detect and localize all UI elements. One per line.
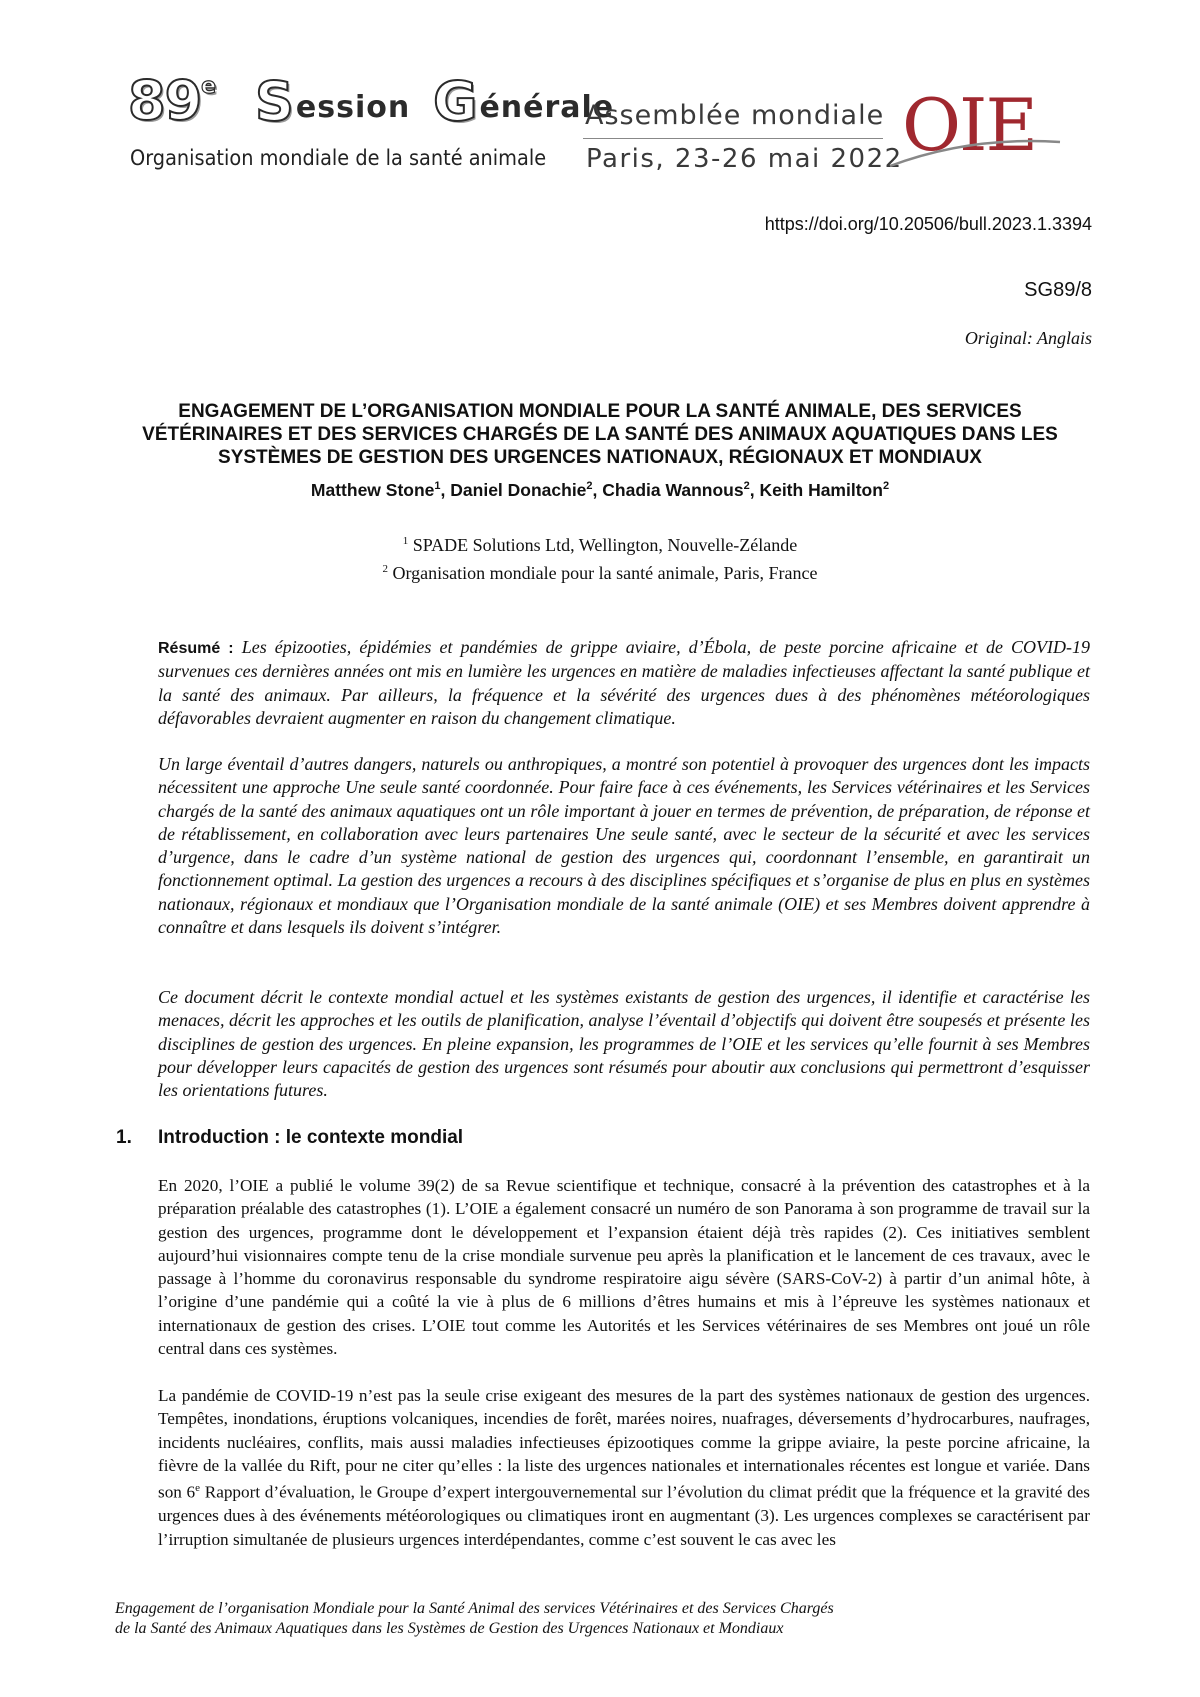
body-text: Rapport d’évaluation, le Groupe d’expert intergouvernemental sur l’évolution du climat prédit que la fréquence et la gravité des urgences dues à des événements météorologiques ou climatiques iront en augmentant (3). Les urgences complexes se caractérisent par l’irruption simultanée de plusieurs urgences interdépendantes, comme c’est souvent le cas avec les xyxy=(158,1482,1090,1549)
generale-word: énérale xyxy=(479,90,615,125)
footer-line: de la Santé des Animaux Aquatiques dans les Systèmes de Gestion des Urgences Nationaux et Mondiaux xyxy=(115,1620,784,1637)
body-paragraph xyxy=(158,1384,1090,1551)
footer-line: Engagement de l’organisation Mondiale pour la Santé Animal des services Vétérinaires et des Services Chargés xyxy=(115,1600,834,1617)
affiliation-text: Organisation mondiale pour la santé animale, Paris, France xyxy=(392,563,818,583)
session-number-value: 89 xyxy=(128,69,202,132)
abstract-paragraph: Ce document décrit le contexte mondial actuel et les systèmes existants de gestion des urgences, il identifie et caractérise les menaces, décrit les approches et les outils de planification, analyse l’éventail d’objectifs qui doivent être soupesés et présente les disciplines de gestion des urgences. En pleine expansion, les programmes de l’OIE et les services qu’elle fournit à ses Membres pour développer leurs capacités de gestion des urgences sont résumés pour aboutir aux conclusions qui permettront d’esquisser les orientations futures. xyxy=(158,987,1090,1101)
header-divider xyxy=(583,138,883,139)
affiliation-mark: 1 xyxy=(402,535,409,547)
author-name: Matthew Stone xyxy=(310,480,435,500)
body-text: La pandémie de COVID-19 n’est pas la seule crise exigeant des mesures de la part des systèmes nationaux de gestion des urgences. Tempêtes, inondations, éruptions volcaniques, incendies de forêt, marées noires, nuafrages, déversements d’hydrocarbures, naufrages, incidents nucléaires, conflits, mais aussi maladies infectieuses épizootiques comme la grippe aviaire, la peste porcine africaine, la fièvre de la vallée du Rift, pour ne citer qu’elles : la liste des urgences nationales et internationales récentes est longue et variée. Dans son 6 xyxy=(158,1386,1090,1502)
oie-logo-swoosh-icon xyxy=(880,83,1070,178)
session-number xyxy=(128,69,216,132)
author-affiliation-mark: 2 xyxy=(882,480,890,493)
organisation-name: Organisation mondiale de la santé animale xyxy=(130,146,547,170)
abstract-paragraph: Un large éventail d’autres dangers, naturels ou anthropiques, a montré son potentiel à provoquer des urgences dont les impacts nécessitent une approche Une seule santé coordonnée. Pour faire face à ces événements, les Services vétérinaires et les Services chargés de la santé des animaux aquatiques ont un rôle important à jouer en termes de prévention, de préparation, de réponse et de rétablissement, en collaboration avec leurs partenaires Une seule santé, avec le secteur de la sécurité et avec les services d’urgence, dans le cadre d’un système national de gestion des urgences qui, coordonnant l’ensemble, en garantirait un fonctionnement optimal. La gestion des urgences a recours à des disciplines spécifiques et s’organise de plus en plus en systèmes nationaux, régionaux et mondiaux que l’Organisation mondiale de la santé animale (OIE) et ses Membres doivent apprendre à connaître et dans lesquels ils doivent s’intégrer. xyxy=(158,754,1090,938)
section-number: 1. xyxy=(116,1127,132,1148)
author-affiliation-mark: 2 xyxy=(586,480,593,493)
oie-logo-text: OIE xyxy=(902,83,1037,167)
affiliation-text: SPADE Solutions Ltd, Wellington, Nouvelle-Zélande xyxy=(412,535,798,555)
authors-line: Matthew Stone$^1$, Daniel Donachie$^2$, Chadia Wannous$^2$, Keith Hamilton$^2$ xyxy=(310,480,890,500)
author-name: Keith Hamilton xyxy=(759,480,883,500)
oie-logo xyxy=(880,83,1070,178)
assembly-title: Assemblée mondiale xyxy=(585,100,885,131)
generale-cap-letter: G xyxy=(433,70,479,133)
author-affiliation-mark: 2 xyxy=(743,480,750,493)
section-title: Introduction : le contexte mondial xyxy=(158,1127,464,1148)
body-paragraph: En 2020, l’OIE a publié le volume 39(2) de sa Revue scientifique et technique, consacré à la prévention des catastrophes et à la préparation préalable des catastrophes (1). L’OIE a également consacré un numéro de son Panorama à son programme de travail sur la gestion des urgences, programme dont le développement et l’expansion étaient déjà très rapides (2). Ces initiatives semblent aujourd’hui visionnaires compte tenu de la crise mondiale survenue peu après la planification et le lancement de ces travaux, avec le passage à l’homme du coronavirus responsable du syndrome respiratoire aigu sévère (SARS-CoV-2) à partir d’un animal hôte, à l’origine d’une pandémie qui a coûté la vie à plus de 6 millions d’êtres humains et mis à l’épreuve les systèmes nationaux et internationaux de gestion des crises. L’OIE tout comme les Autorités et les Services vétérinaires de ses Membres ont joué un rôle central dans ces systèmes. xyxy=(158,1176,1090,1359)
affiliation-item xyxy=(120,529,1080,557)
doi-link[interactable]: https://doi.org/10.20506/bull.2023.1.3394 xyxy=(764,214,1092,234)
author-name: Daniel Donachie xyxy=(450,480,587,500)
abstract-text: Les épizooties, épidémies et pandémies de grippe aviaire, d’Ébola, de peste porcine africaine et de COVID-19 survenues ces dernières années ont mis en lumière les urgences en matière de maladies infectieuses affectant la santé publique et la santé des animaux. Par ailleurs, la fréquence et la sévérité des urgences dues à des phénomènes météorologiques défavorables devraient augmenter en raison du changement climatique. xyxy=(158,637,1091,728)
page-footer xyxy=(115,1599,1015,1639)
abstract-paragraph xyxy=(158,636,1090,730)
original-language: Original: Anglais xyxy=(964,328,1092,348)
author-affiliation-mark: 1 xyxy=(434,480,441,493)
session-title xyxy=(255,70,615,134)
abstract-label: Résumé : xyxy=(158,640,234,657)
session-word: ession xyxy=(295,90,411,125)
affiliation-mark: 2 xyxy=(382,563,388,575)
session-number-suffix: e xyxy=(201,74,216,99)
author-name: Chadia Wannous xyxy=(602,480,744,500)
affiliation-item xyxy=(120,557,1080,585)
session-cap-letter: S xyxy=(255,70,295,133)
affiliations xyxy=(120,529,1080,585)
ordinal-suffix: e xyxy=(195,1482,201,1495)
document-title: ENGAGEMENT DE L’ORGANISATION MONDIALE POUR LA SANTÉ ANIMALE, DES SERVICES VÉTÉRINAIRES ET DES SERVICES CHARGÉS DE LA SANTÉ DES ANIMAUX AQUATIQUES DANS LES SYSTÈMES DE GESTION DES URGENCES NATIONAUX, RÉGIONAUX ET MONDIAUX xyxy=(142,401,1058,468)
document-reference: SG89/8 xyxy=(1024,279,1092,301)
assembly-dates: Paris, 23-26 mai 2022 xyxy=(586,144,903,174)
